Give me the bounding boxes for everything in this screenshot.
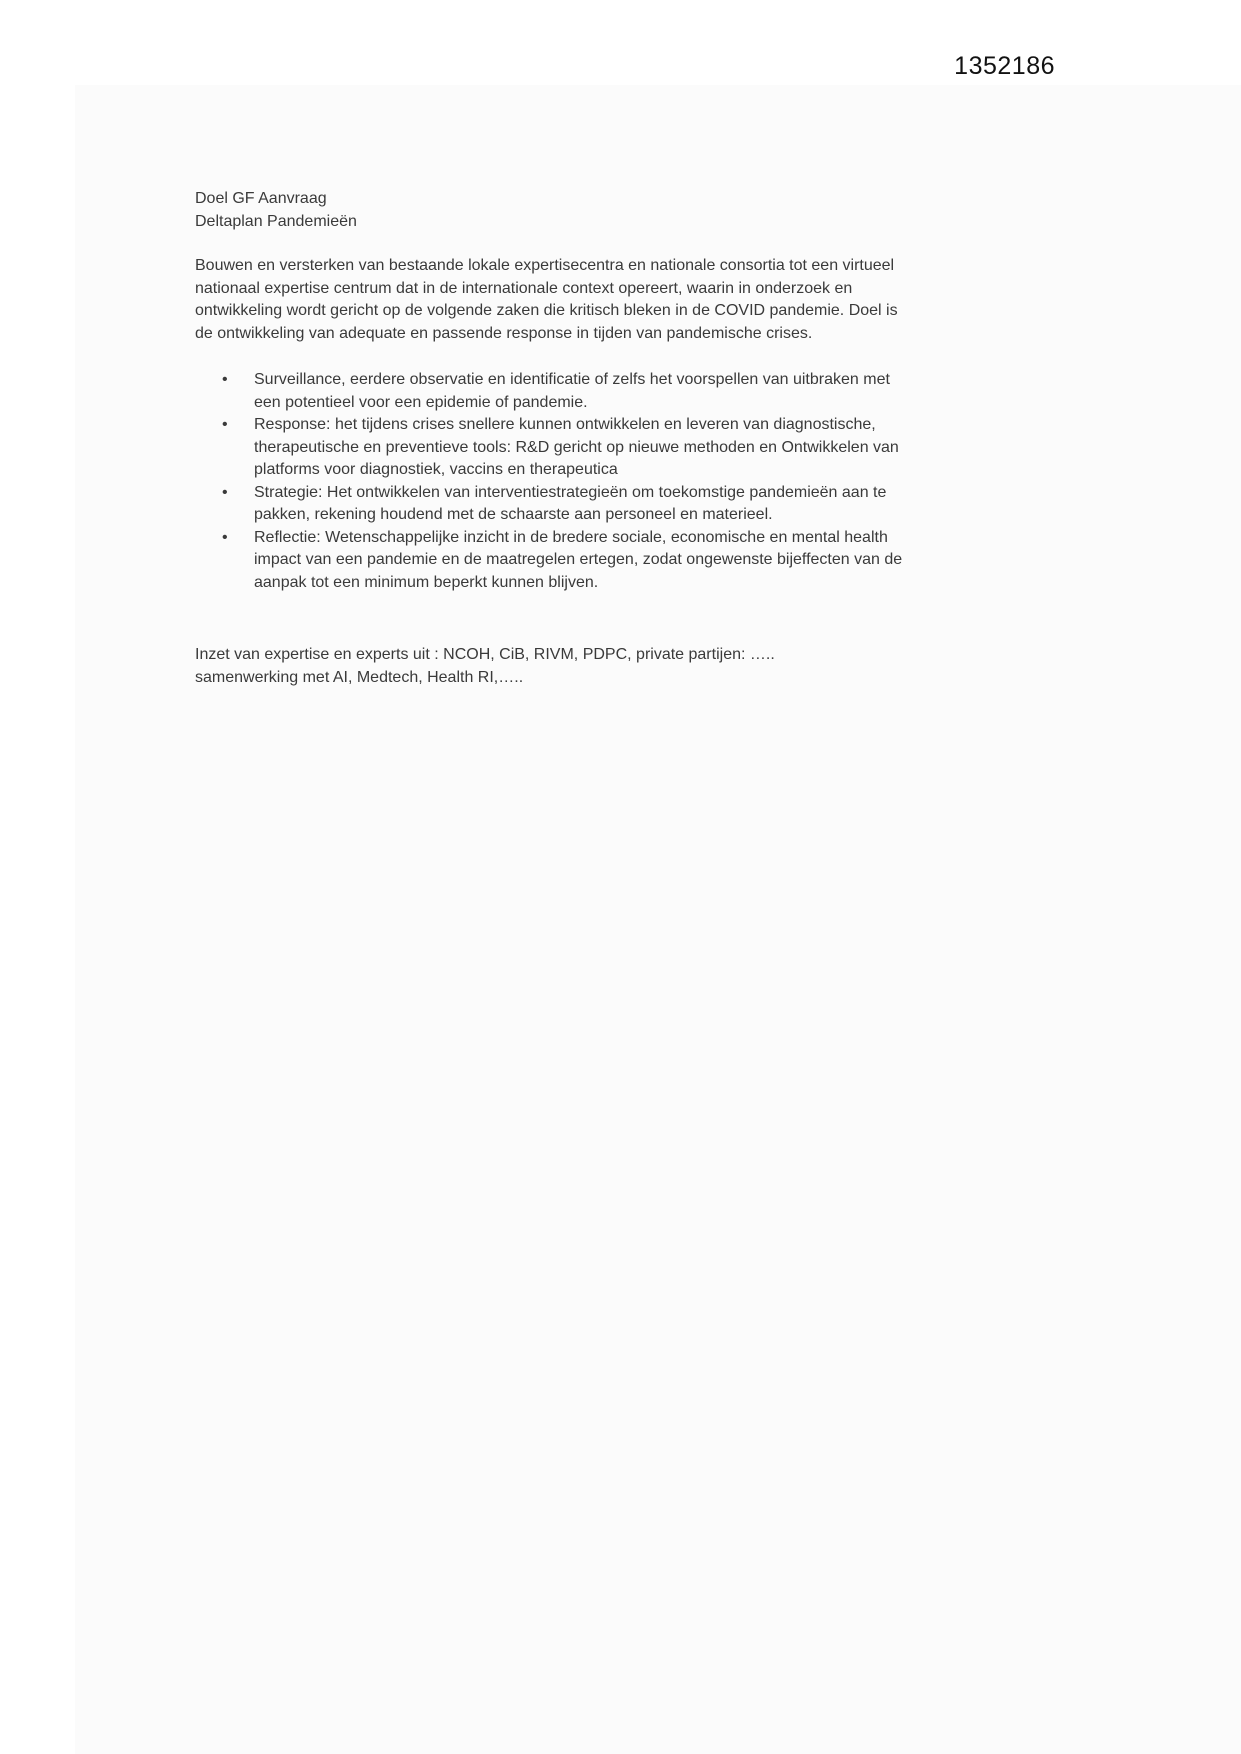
document-number: 1352186 (954, 52, 1055, 80)
closing-block (195, 644, 917, 689)
bullet-text: Strategie: Het ontwikkelen van interventiestrategieën om toekomstige pandemieën aan te pakken, rekening houdend met de schaarste aan personeel en materieel. (254, 483, 887, 523)
bullet-icon: • (222, 483, 228, 501)
bullet-item-surveillance (222, 369, 917, 414)
bullet-text: Reflectie: Wetenschappelijke inzicht in de bredere sociale, economische en mental health impact van een pandemie en de maatregelen ertegen, zodat ongewenste bijeffecten van de aanpak tot een minimum beperkt kunnen blijven. (254, 528, 903, 591)
closing-line-2: samenwerking met AI, Medtech, Health RI,….. (195, 668, 524, 686)
bullet-icon: • (222, 528, 228, 546)
bullet-item-strategie (222, 482, 917, 527)
title-line-1: Doel GF Aanvraag (195, 190, 327, 207)
document-content (195, 188, 917, 689)
bullet-icon: • (222, 371, 228, 388)
closing-line-1: Inzet van expertise en experts uit : NCOH, CiB, RIVM, PDPC, private partijen: ….. (195, 646, 775, 663)
document-title-block (195, 188, 917, 233)
intro-paragraph: Bouwen en versterken van bestaande lokale expertisecentra en nationale consortia tot een virtueel nationaal expertise centrum dat in de internationale context opereert, waarin in onderzoek en ontwikkeling wordt gericht op de volgende zaken die kritisch bleken in de COVID pandemie. Doel is de ontwikkeling van adequate en passende response in tijden van pandemische crises. (195, 257, 898, 342)
bullet-item-response (222, 414, 917, 482)
title-line-2: Deltaplan Pandemieën (195, 212, 357, 230)
bullet-list (195, 369, 917, 594)
bullet-text: Surveillance, eerdere observatie en identificatie of zelfs het voorspellen van uitbraken met een potentieel voor een epidemie of pandemie. (254, 371, 890, 411)
bullet-icon: • (222, 416, 228, 433)
bullet-text: Response: het tijdens crises snellere kunnen ontwikkelen en leveren van diagnostische, therapeutische en preventieve tools: R&D gericht op nieuwe methoden en Ontwikkelen van platforms voor diagnostiek, vaccins en therapeutica (254, 416, 899, 478)
bullet-item-reflectie (222, 527, 917, 595)
